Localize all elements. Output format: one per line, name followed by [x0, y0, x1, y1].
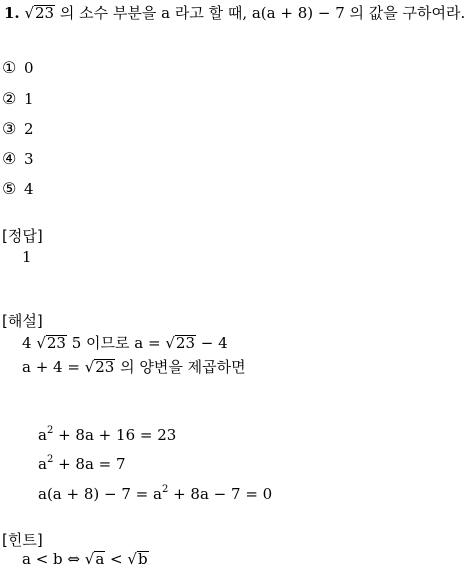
answer-label: [정답] — [2, 227, 43, 245]
equation-2: $a^2 + 8a = 7$ — [38, 454, 126, 473]
question-text: 의 소수 부분을 a 라고 할 때, a(a + 8) − 7 의 값을 구하여라. — [55, 4, 466, 22]
sqrt-expression: √23 — [36, 334, 66, 352]
choice-3[interactable]: ③ 2 — [2, 119, 34, 138]
equation-3: $a(a + 8) - 7 = a^2 + 8a - 7 = 0$ — [38, 484, 273, 503]
sqrt-expression: √23 — [165, 334, 195, 352]
choice-2[interactable]: ② 1 — [2, 89, 34, 108]
sqrt-expression: √23 — [84, 358, 115, 376]
choice-1[interactable]: ① 0 — [2, 58, 34, 77]
choice-5[interactable]: ⑤ 4 — [2, 179, 34, 198]
explanation-line-2: a + 4 = √23 의 양변을 제곱하면 — [22, 358, 246, 376]
question-number: 1. — [4, 4, 20, 22]
explanation-line-1: 4 √23 5 이므로 a = √23 − 4 — [22, 334, 228, 352]
sqrt-expression: √b — [127, 550, 148, 568]
sqrt-expression: √a — [84, 550, 105, 568]
equation-1: $a^2 + 8a + 16 = 23$ — [38, 425, 177, 444]
hint-label: [힌트] — [2, 531, 43, 549]
answer-value: 1 — [22, 248, 32, 266]
explanation-label: [해설] — [2, 312, 43, 330]
sqrt-expression: √23 — [24, 4, 55, 22]
choice-4[interactable]: ④ 3 — [2, 149, 34, 168]
hint-line: a < b ⇔ √a < √b — [22, 550, 148, 568]
question-line — [4, 2, 465, 23]
